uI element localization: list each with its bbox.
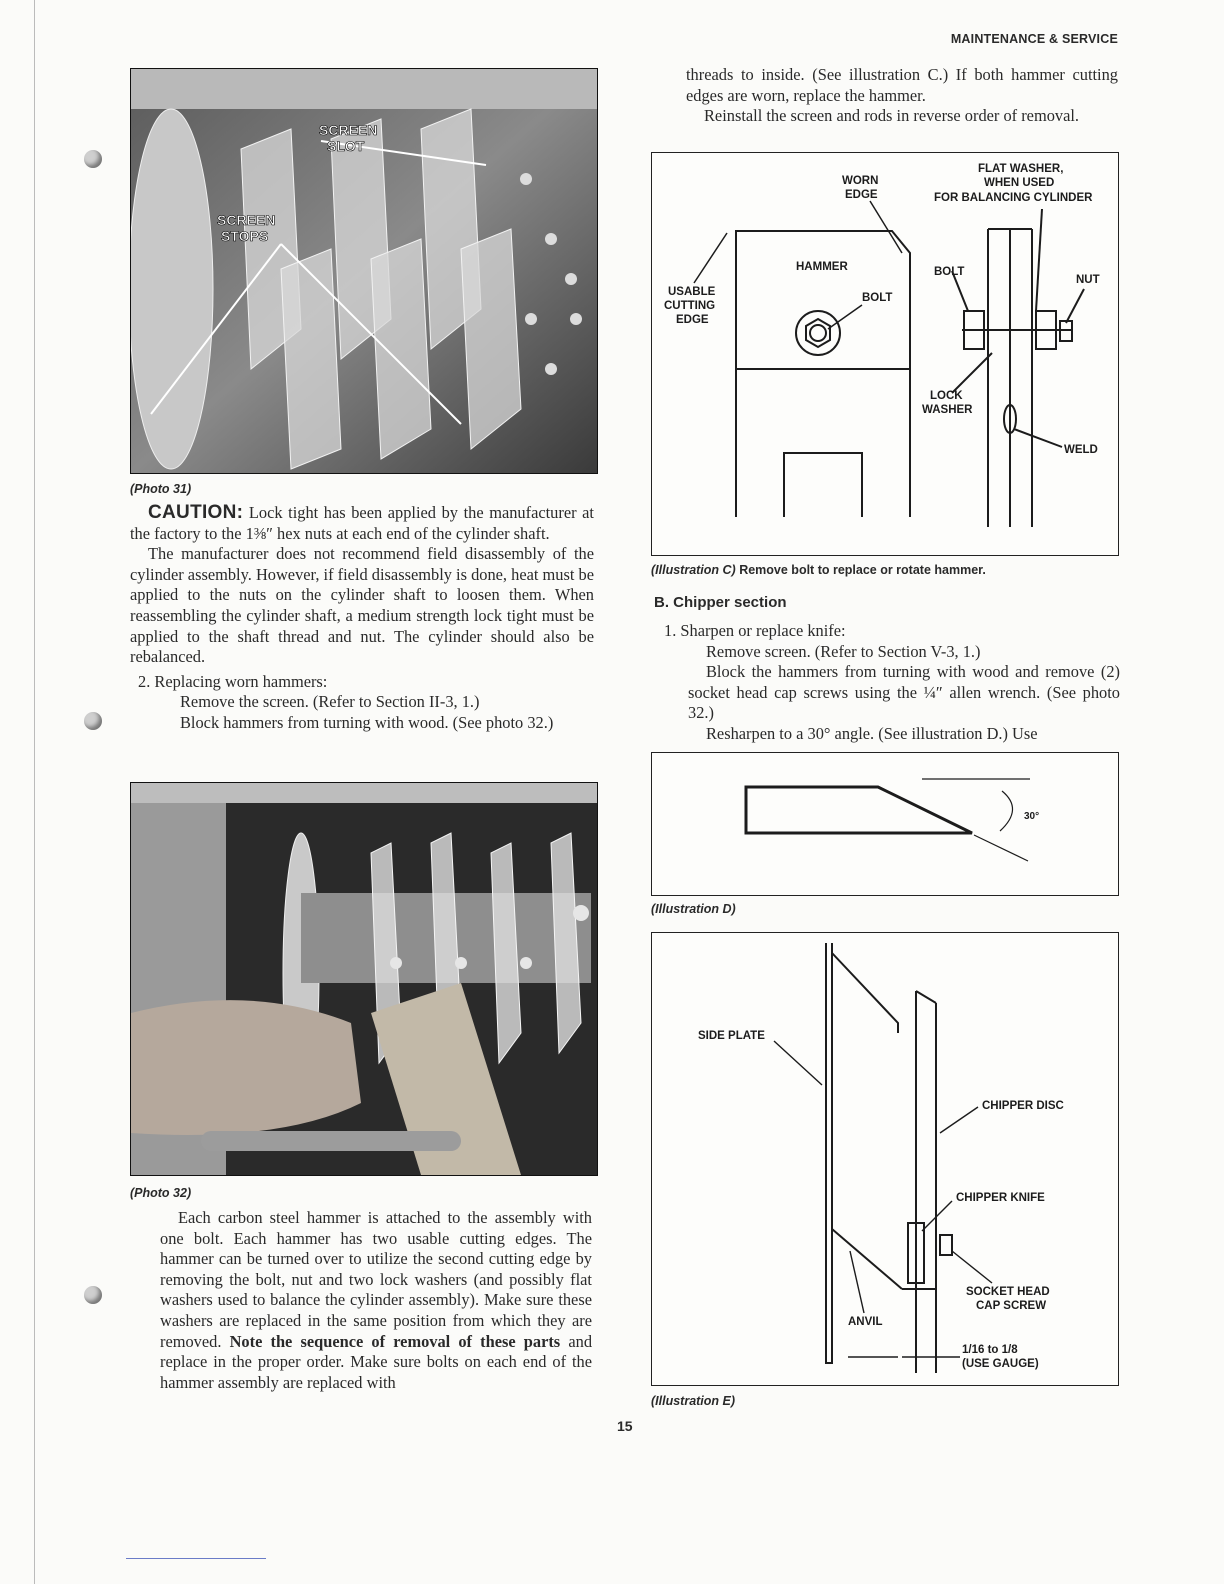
gauge-label-2: (USE GAUGE) <box>962 1358 1039 1370</box>
bolt-label-left: BOLT <box>862 292 893 304</box>
illustration-c <box>651 152 1119 556</box>
usable-edge-label-2: CUTTING <box>664 300 716 312</box>
illustration-e <box>651 932 1119 1386</box>
hammer-label: HAMMER <box>796 261 848 273</box>
flat-washer-label-2: WHEN USED <box>984 177 1055 189</box>
disassembly-paragraph: The manufacturer does not recommend field disassembly of the cylinder assembly. However, if field disassembly is done, heat must be applied to the nuts on the cylinder shaft to loosen them. When reassembling the cylinder shaft, a medium strength lock tight must be applied to the shaft thread and nut. The cylinder should also be rebalanced. <box>130 544 594 667</box>
screen-stops-label-2: STOPS <box>221 228 269 244</box>
illustration-c-caption-label: (Illustration C) <box>651 563 736 577</box>
page-number: 15 <box>617 1418 633 1434</box>
binder-hole-bottom <box>84 1286 102 1304</box>
weld-label: WELD <box>1064 444 1098 456</box>
anvil-label: ANVIL <box>848 1316 883 1328</box>
socket-head-label-1: SOCKET HEAD <box>966 1286 1050 1298</box>
right-column-top-text <box>686 65 1118 127</box>
binder-hole-middle <box>84 712 102 730</box>
chipper-section-text <box>664 621 1120 745</box>
chipper-item-1-title: 1. Sharpen or replace knife: <box>664 621 846 640</box>
socket-head-label-2: CAP SCREW <box>976 1300 1047 1312</box>
photo-32 <box>130 782 598 1176</box>
chipper-line-3: Resharpen to a 30° angle. (See illustration D.) Use <box>706 723 1038 743</box>
flat-washer-label-3: FOR BALANCING CYLINDER <box>934 192 1093 204</box>
lock-washer-label-2: WASHER <box>922 404 973 416</box>
photo-32-caption: (Photo 32) <box>130 1186 192 1200</box>
left-column-text <box>130 503 594 734</box>
chipper-disc-label: CHIPPER DISC <box>982 1100 1064 1112</box>
usable-edge-label-1: USABLE <box>668 286 716 298</box>
photo-31-caption: (Photo 31) <box>130 482 192 496</box>
scan-bottom-underline <box>126 1558 266 1559</box>
item-2-line-2: Block hammers from turning with wood. (See photo 32.) <box>180 712 554 732</box>
illustration-c-caption <box>651 563 986 577</box>
screen-slot-label-2: SLOT <box>327 138 365 154</box>
chipper-line-2: Block the hammers from turning with wood and remove (2) socket head cap screws using the ¼″ allen wrench. (See photo 32.) <box>688 662 1120 723</box>
caution-label: CAUTION: <box>148 502 244 523</box>
hammer-paragraph <box>160 1208 592 1393</box>
illustration-e-caption: (Illustration E) <box>651 1394 736 1408</box>
reinstall-paragraph: Reinstall the screen and rods in reverse order of removal. <box>704 106 1080 126</box>
nut-label: NUT <box>1076 274 1100 286</box>
hammer-paragraph-bold: Note the sequence of removal of these parts <box>229 1331 561 1351</box>
side-plate-label: SIDE PLATE <box>698 1030 765 1042</box>
flat-washer-label-1: FLAT WASHER, <box>978 163 1064 175</box>
side-plate <box>826 943 902 1363</box>
hammer-paragraph-tail: and replace in the proper order. Make sure bolts on each end of the hammer assembly are replaced with <box>160 1331 593 1392</box>
chipper-knife-label: CHIPPER KNIFE <box>956 1192 1045 1204</box>
illustration-d-caption: (Illustration D) <box>651 902 736 916</box>
hammer-paragraph-text: Each carbon steel hammer is attached to the assembly with one bolt. Each hammer has two usable cutting edges. The hammer can be turned over to utilize the second cutting edge by removing the bolt, nut and two lock washers (and possibly flat washers used to balance the cylinder assembly). Make sure these washers are replaced in the same position from which they are removed. <box>160 1208 592 1351</box>
chipper-line-1: Remove screen. (Refer to Section V-3, 1.) <box>706 641 981 661</box>
screen-stops-label-1: SCREEN <box>217 212 276 228</box>
binder-hole-top <box>84 150 102 168</box>
gauge-label-1: 1/16 to 1/8 <box>962 1344 1018 1356</box>
continuation-paragraph: threads to inside. (See illustration C.) If both hammer cutting edges are worn, replace the hammer. <box>686 65 1118 105</box>
item-2-line-1: Remove the screen. (Refer to Section II-3, 1.) <box>180 692 480 712</box>
caution-text: Lock tight has been applied by the manufacturer at the factory to the 1⅜″ hex nuts at each end of the cylinder shaft. <box>130 503 594 543</box>
scan-edge-line <box>34 0 35 1584</box>
worn-edge-label-2: EDGE <box>845 189 878 201</box>
section-header: MAINTENANCE & SERVICE <box>950 32 1118 46</box>
chipper-disc <box>902 991 952 1373</box>
illustration-c-caption-text: Remove bolt to replace or rotate hammer. <box>739 563 986 577</box>
screen-slot-label-1: SCREEN <box>319 122 378 138</box>
illustration-d <box>651 752 1119 896</box>
angle-label: 30° <box>1024 811 1040 822</box>
chipper-section-heading: B. Chipper section <box>654 594 787 611</box>
item-2-title: 2. Replacing worn hammers: <box>138 671 328 691</box>
worn-edge-label-1: WORN <box>842 175 879 187</box>
usable-edge-label-3: EDGE <box>676 314 709 326</box>
cylinder-assembly <box>952 209 1084 527</box>
photo-31 <box>130 68 598 474</box>
hammer-shape <box>736 231 910 517</box>
lock-washer-label-1: LOCK <box>930 390 963 402</box>
bolt-label-right: BOLT <box>934 266 965 278</box>
